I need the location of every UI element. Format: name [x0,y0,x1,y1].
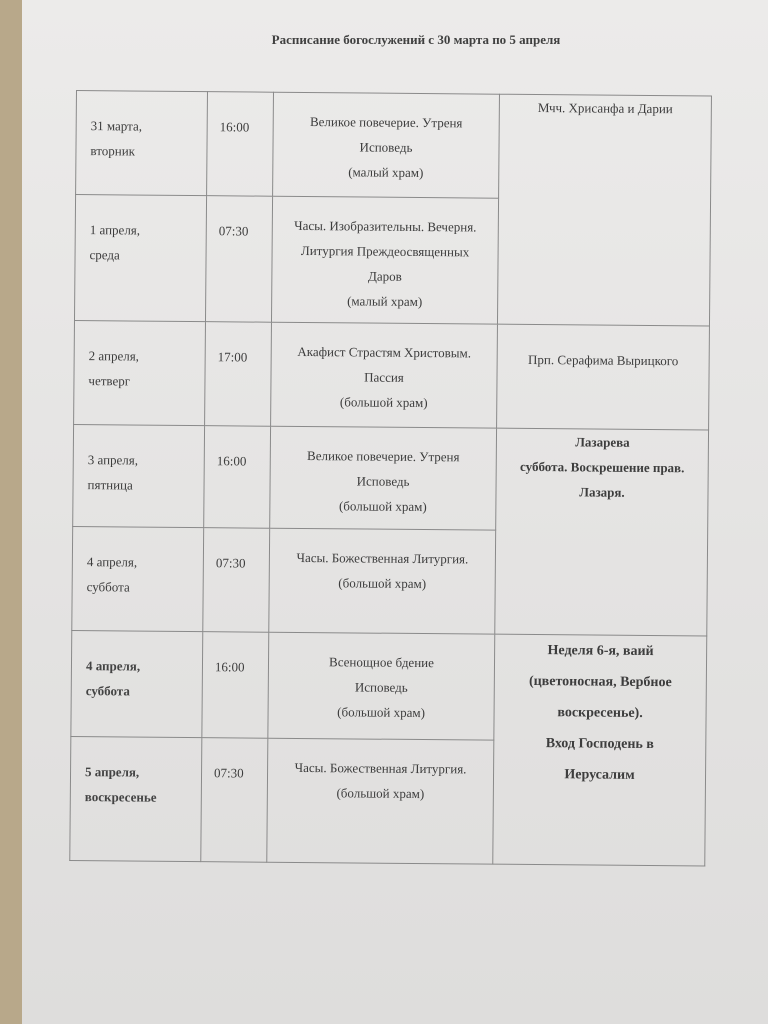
feast-cell [497,94,711,326]
date-day: 2 апреля, [88,348,140,364]
date-cell [70,736,202,861]
date-weekday: четверг [88,373,131,389]
service-line: (большой храм) [338,498,427,515]
table-row [76,91,712,201]
service-line: Великое повечерие. Утреня [309,114,463,131]
schedule-table [69,90,712,867]
page-title: Расписание богослужений с 30 марта по 5 апреля [271,32,561,47]
feast-line: Неделя 6-я, ваий [547,643,654,660]
date-cell [74,195,206,322]
date-weekday: вторник [90,143,136,159]
service-line: Исповедь [354,679,408,695]
feast-line: Лазаря. [579,484,625,500]
service-line: (большой храм) [336,785,425,802]
feast-cell [497,324,710,430]
feast-line: воскресенье). [557,705,643,721]
service-line: Исповедь [359,139,413,155]
date-day: 5 апреля, [84,764,140,780]
service-cell [270,426,497,530]
feast-cell [493,634,707,866]
feast-line: Иерусалим [564,767,635,783]
table-row [74,320,710,430]
date-cell [71,630,203,737]
service-line: Часы. Изобразительны. Вечерня. [294,217,477,235]
service-cell [273,92,500,198]
date-cell [73,424,205,527]
service-cell [267,738,494,864]
service-line: (большой храм) [337,704,426,721]
date-day: 4 апреля, [85,658,141,674]
date-weekday: пятница [87,477,133,493]
feast-line: суббота. Воскрешение прав. [520,458,685,476]
service-line: Пассия [364,369,404,385]
service-line: Великое повечерие. Утреня [307,448,460,465]
time-cell: 16:00 [207,92,274,197]
service-line: Литургия Преждеосвященных [300,242,470,260]
service-cell [268,632,495,740]
service-line: (малый храм) [347,293,423,310]
feast-line: Мчч. Хрисанфа и Дарии [537,100,673,117]
date-day: 31 марта, [90,118,143,134]
service-line: Часы. Божественная Литургия. [294,759,467,777]
table-row [71,630,707,742]
date-cell [76,91,208,196]
date-weekday: среда [89,247,120,263]
date-weekday: суббота [86,579,130,595]
service-cell [269,528,496,634]
service-line: (большой храм) [339,394,428,411]
feast-line: (цветоносная, Вербное [528,673,672,691]
feast-line: Лазарева [575,434,630,450]
service-line: (большой храм) [338,575,427,592]
service-line: Всенощное бдение [329,654,435,671]
time-cell: 07:30 [203,528,270,633]
service-line: Исповедь [356,473,410,489]
feast-line: Вход Господень в [545,736,654,753]
date-weekday: суббота [85,683,130,699]
date-weekday: воскресенье [84,789,157,805]
date-cell [74,320,206,425]
time-cell: 16:00 [204,426,271,529]
feast-line: Прп. Серафима Вырицкого [527,351,679,369]
service-line: Часы. Божественная Литургия. [296,549,469,567]
table-row [73,424,709,532]
service-line: (малый храм) [348,164,424,181]
date-day: 1 апреля, [89,222,141,238]
time-cell: 07:30 [201,738,268,863]
service-line: Даров [367,268,402,284]
date-day: 4 апреля, [86,554,138,570]
service-cell [271,322,498,428]
time-cell: 17:00 [205,322,272,427]
service-cell [271,196,498,324]
time-cell: 07:30 [205,196,272,323]
date-cell [72,526,204,631]
date-day: 3 апреля, [87,452,139,468]
service-line: Акафист Страстям Христовым. [297,343,472,361]
time-cell: 16:00 [202,632,269,739]
feast-cell [495,428,709,636]
